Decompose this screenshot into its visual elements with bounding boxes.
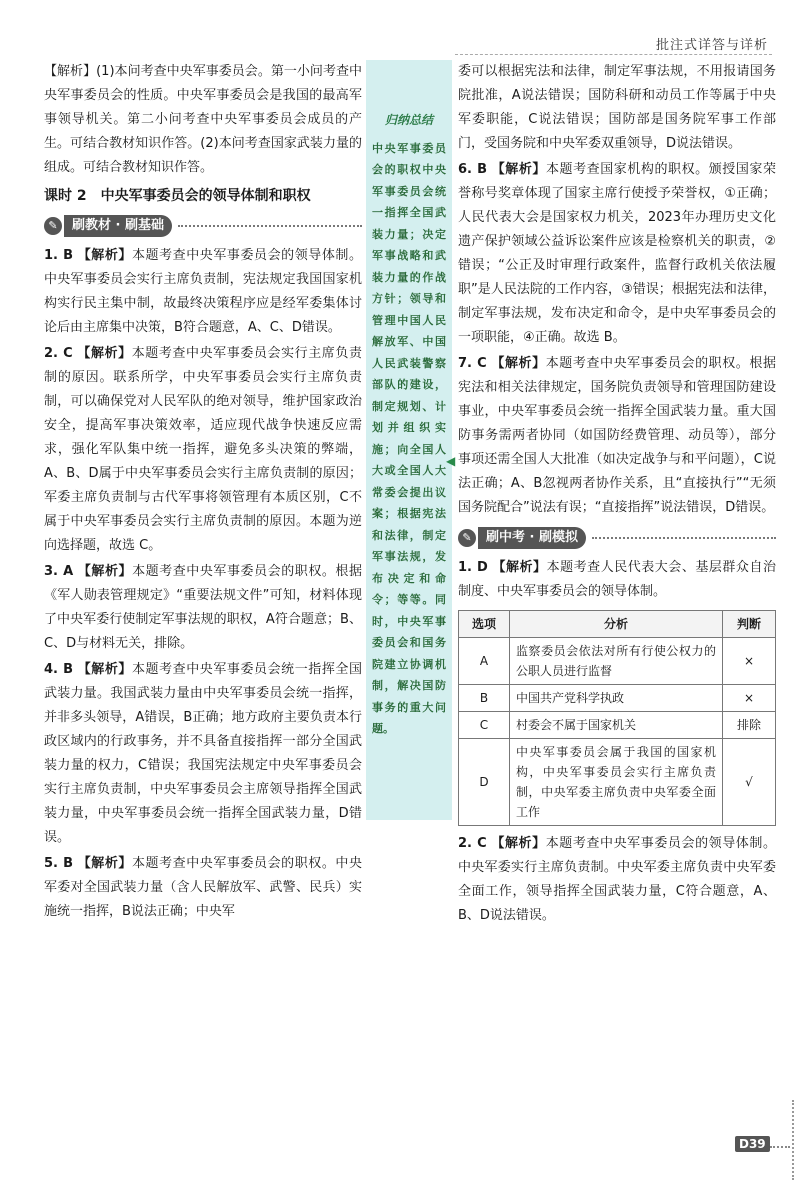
analysis-tag: 【解析】: [492, 560, 547, 575]
answer-text: 本题考查人民代表大会、基层群众自治制度、中央军事委员会的领导体制。: [458, 560, 776, 599]
analysis-cell: 村委会不属于国家机关: [510, 712, 723, 739]
analysis-tag: 【解析】: [77, 662, 132, 677]
answer-item: [44, 244, 362, 340]
judge-cell: ×: [723, 638, 776, 685]
answer-item: [44, 560, 362, 656]
answer-text: 本题考查中央军事委员会的领导体制。中央军事委员会实行主席负责制，宪法规定我国国家机构实行民主集中制，故最终决策程序应是经军委集体讨论后由主席集中决策，B符合题意，A、C、D错误。: [44, 248, 362, 335]
judge-cell: 排除: [723, 712, 776, 739]
sidebar-text: 中央军事委员会的职权中央军事委员会统一指挥全国武装力量；决定军事战略和武装力量的作战方针；领导和管理中国人民解放军、中国人民武装警察部队的建设，制定规划、计划并组织实施；向全国人大或全国人大常委会提出议案；根据宪法和法律，制定军事法规，发布决定和命令；等等。同时，中央军事委员会和国务院建立协调机制，解决国防事务的重大问题。: [372, 141, 446, 735]
page-number: D39: [735, 1136, 770, 1152]
table-row: [459, 739, 776, 826]
answer-text: 本题考查国家机构的职权。颁授国家荣誉称号奖章体现了国家主席行使授予荣誉权，①正确；人民代表大会是国家权力机关，2023年办理历史文化遗产保护领域公益诉讼案件应该是检察机关的职责，②错误；“公正及时审理行政案件，监督行政机关依法履职”是人民法院的工作内容，③错误；根据宪法和法律，制定军事法规，发布决定和命令，是中央军事委员会的一项职能，④正确。故选 B。: [458, 162, 776, 345]
answer-item: [44, 342, 362, 558]
analysis-cell: 中国共产党科学执政: [510, 685, 723, 712]
answer-item: [44, 658, 362, 850]
section-label: 刷教材 · 刷基础: [64, 215, 172, 237]
answer-item: [458, 556, 776, 604]
dotted-divider: [592, 537, 776, 539]
judge-cell: ×: [723, 685, 776, 712]
question-number: 3. A: [44, 564, 74, 579]
question-number: 2. C: [44, 346, 73, 361]
analysis-tag: 【解析】: [491, 836, 546, 851]
column-header: 选项: [459, 611, 510, 638]
answer-text: 本题考查中央军事委员会实行主席负责制的原因。联系所学，中央军事委员会实行主席负责制，可以确保党对人民军队的绝对领导，维护国家政治安全，提高军事决策效率，适应现代战争快速反应需求，强化军队集中统一指挥，避免多头决策的弊端，A、B、D属于中央军事委员会实行主席负责制的原因；军委主席负责制与古代军事将领管理有本质区别，C不属于中央军事委员会实行主席负责制的原因。本题为逆向选择题，故选 C。: [44, 346, 362, 553]
answer-item: [458, 158, 776, 350]
answer-text: 本题考查中央军事委员会的职权。根据宪法和相关法律规定，国务院负责领导和管理国防建设事业，中央军事委员会统一指挥全国武装力量。重大国防事务需两者协同（如国防经费管理、动员等），部分事项还需全国人大批准（如决定战争与和平问题），C说法正确；A、B忽视两者协作关系，且“直接执行”“无须国务院配合”说法有误；“直接指挥”说法错误，D错误。: [458, 356, 776, 515]
pointer-arrow-icon: ◀: [446, 454, 456, 468]
option-cell: B: [459, 685, 510, 712]
continued-text: 委可以根据宪法和法律，制定军事法规，不用报请国务院批准，A说法错误；国防科研和动员工作等属于中央军委职能，C说法错误；国防部是国务院军事工作部门，受国务院和中央军委双重领导，D说法错误。: [458, 64, 776, 151]
table-row: [459, 638, 776, 685]
page-header: 批注式详答与详析: [655, 38, 768, 53]
judge-cell: √: [723, 739, 776, 826]
analysis-tag: 【解析】: [491, 356, 546, 371]
answer-item: [458, 832, 776, 928]
analysis-tag: 【解析】: [77, 346, 132, 361]
lesson-title: 课时 2 中央军事委员会的领导体制和职权: [44, 188, 311, 204]
question-number: 4. B: [44, 662, 73, 677]
column-header: 判断: [723, 611, 776, 638]
pen-icon: ✎: [44, 217, 62, 235]
answer-text: 本题考查中央军事委员会的职权。根据《军人勋表管理规定》“重要法规文件”可知，材料体现了中央军委行使制定军事法规的职权，A符合题意；B、C、D与材料无关，排除。: [44, 564, 362, 651]
question-number: 1. D: [458, 560, 488, 575]
question-number: 7. C: [458, 356, 487, 371]
analysis-cell: 中央军事委员会属于我国的国家机构，中央军事委员会实行主席负责制，中央军委主席负责中央军委全面工作: [510, 739, 723, 826]
answer-item: [458, 352, 776, 520]
pen-icon: ✎: [458, 529, 476, 547]
edge-dotted-line: [792, 1100, 794, 1180]
question-number: 1. B: [44, 248, 73, 263]
column-header: 分析: [510, 611, 723, 638]
summary-sidebar: [366, 60, 452, 820]
option-cell: A: [459, 638, 510, 685]
dotted-divider: [178, 225, 362, 227]
question-number: 6. B: [458, 162, 487, 177]
answer-text: 本题考查中央军事委员会的领导体制。中央军委实行主席负责制。中央军委主席负责中央军委全面工作，领导指挥全国武装力量，C符合题意，A、B、D说法错误。: [458, 836, 776, 923]
analysis-tag: 【解析】: [77, 856, 132, 871]
section-label: 刷中考 · 刷模拟: [478, 527, 586, 549]
section-header-basic: [44, 214, 362, 238]
answer-text: 本题考查中央军事委员会的职权。中央军委对全国武装力量（含人民解放军、武警、民兵）实施统一指挥，B说法正确；中央军: [44, 856, 362, 919]
option-cell: D: [459, 739, 510, 826]
table-row: [459, 685, 776, 712]
table-header-row: [459, 611, 776, 638]
section-header-exam: [458, 526, 776, 550]
analysis-tag: 【解析】: [77, 248, 132, 263]
right-column: [458, 60, 776, 930]
analysis-tag: 【解析】: [491, 162, 546, 177]
question-number: 5. B: [44, 856, 73, 871]
footer-dotted-line: [770, 1146, 790, 1148]
intro-paragraph: 【解析】(1)本问考查中央军事委员会。第一小问考查中央军事委员会的性质。中央军事委员会是我国的最高军事领导机关。第二小问考查中央军事委员会成员的产生。可结合教材知识作答。(2)本问考查国家武装力量的组成。可结合教材知识作答。: [44, 64, 362, 175]
analysis-tag: 【解析】: [77, 564, 133, 579]
table-row: [459, 712, 776, 739]
answer-text: 本题考查中央军事委员会统一指挥全国武装力量。我国武装力量由中央军事委员会统一指挥，并非多头领导，A错误，B正确；地方政府主要负责本行政区域内的行政事务，并不具备直接指挥一部分全国武装力量的权力，C错误；我国宪法规定中央军事委员会实行主席负责制，中央军事委员会主席领导指挥全国武装力量，中央军事委员会统一指挥全国武装力量，D错误。: [44, 662, 362, 845]
analysis-table: [458, 610, 776, 826]
header-divider: [455, 54, 772, 55]
sidebar-title: 归纳总结: [384, 113, 433, 127]
analysis-cell: 监察委员会依法对所有行使公权力的公职人员进行监督: [510, 638, 723, 685]
left-column: [44, 60, 362, 926]
answer-item: [44, 852, 362, 924]
question-number: 2. C: [458, 836, 487, 851]
option-cell: C: [459, 712, 510, 739]
